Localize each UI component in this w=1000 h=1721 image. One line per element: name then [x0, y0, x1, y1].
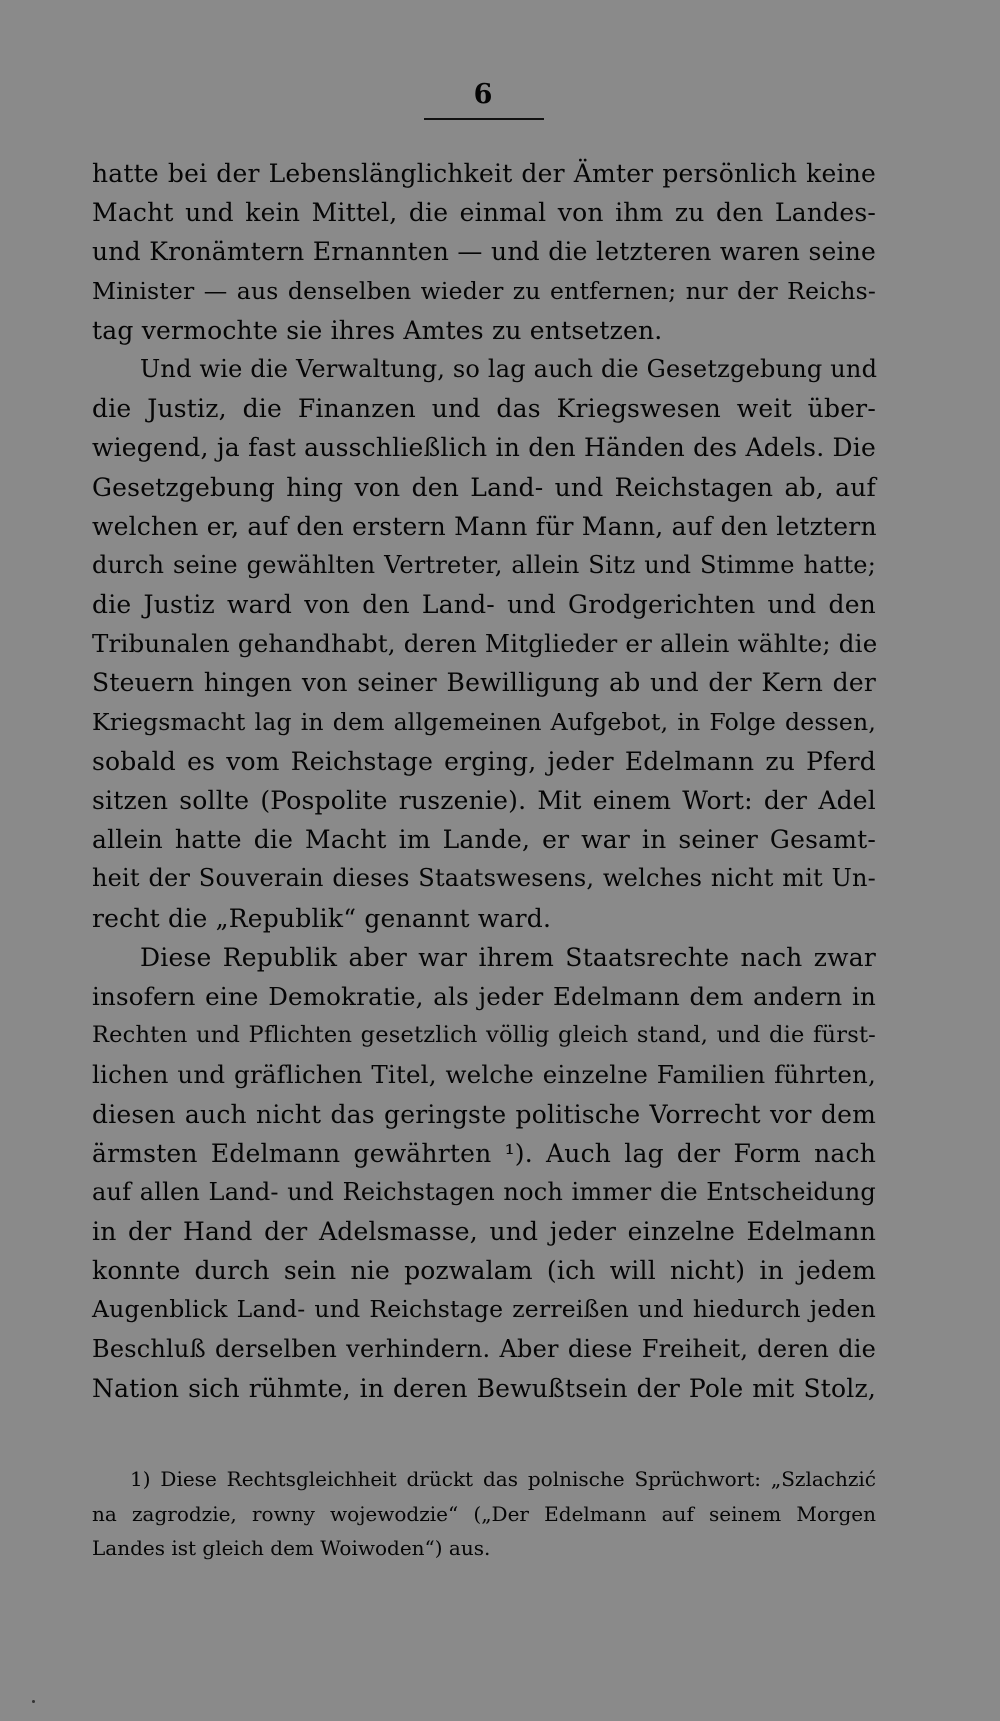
text-line: sobald es vom Reichstage erging, jeder Edelmann zu Pferd: [92, 746, 876, 776]
text-line: Minister — aus denselben wieder zu entfernen; nur der Reichs-: [92, 276, 876, 305]
text-line: ärmsten Edelmann gewährten ¹). Auch lag der Form nach: [92, 1138, 876, 1168]
text-line: auf allen Land- und Reichstagen noch immer die Entscheidung: [92, 1177, 876, 1206]
text-line: Gesetzgebung hing von den Land- und Reichstagen ab, auf: [92, 472, 876, 502]
text-line: durch seine gewählten Vertreter, allein Sitz und Stimme hatte;: [92, 550, 876, 579]
text-line: insofern eine Demokratie, als jeder Edelmann dem andern in: [92, 981, 876, 1011]
header-rule: [424, 118, 544, 120]
text-line: Macht und kein Mittel, die einmal von ihm zu den Landes-: [92, 198, 876, 228]
text-line: und Kronämtern Ernannten — und die letzteren waren seine: [92, 237, 876, 267]
text-line: Augenblick Land- und Reichstage zerreißen und hiedurch jeden: [92, 1295, 876, 1324]
text-line: die Justiz ward von den Land- und Grodgerichten und den: [92, 590, 876, 620]
paragraph-start-line: Und wie die Verwaltung, so lag auch die Gesetzgebung und: [140, 354, 878, 383]
text-line: Steuern hingen von seiner Bewilligung ab und der Kern der: [92, 668, 876, 698]
text-line: hatte bei der Lebenslänglichkeit der Ämter persönlich keine: [92, 159, 876, 188]
footnote: [92, 1462, 876, 1566]
text-line: tag vermochte sie ihres Amtes zu entsetzen.: [92, 315, 663, 345]
body-text: [92, 154, 876, 1408]
text-line: lichen und gräflichen Titel, welche einzelne Familien führten,: [92, 1060, 876, 1090]
text-line: Tribunalen gehandhabt, deren Mitglieder er allein wählte; die: [92, 629, 878, 659]
text-line: welchen er, auf den erstern Mann für Mann, auf den letztern: [92, 511, 877, 541]
text-line: Beschluß derselben verhindern. Aber diese Freiheit, deren die: [92, 1334, 876, 1363]
text-line: recht die „Republik“ genannt ward.: [92, 903, 552, 933]
text-line: konnte durch sein nie pozwalam (ich will nicht) in jedem: [92, 1256, 876, 1286]
paragraph-start-line: Diese Republik aber war ihrem Staatsrechte nach zwar: [140, 942, 876, 972]
footnote-line: 1) Diese Rechtsgleichheit drückt das polnische Sprüchwort: „Szlachzić: [130, 1467, 876, 1491]
ink-speck: [32, 1700, 35, 1703]
text-line: die Justiz, die Finanzen und das Kriegswesen weit über-: [92, 394, 876, 424]
text-line: Rechten und Pflichten gesetzlich völlig gleich stand, und die fürst-: [92, 1022, 876, 1049]
footnote-line: Landes ist gleich dem Woiwoden“) aus.: [92, 1536, 491, 1560]
text-line: allein hatte die Macht im Lande, er war in seiner Gesamt-: [92, 825, 876, 855]
text-line: wiegend, ja fast ausschließlich in den Händen des Adels. Die: [92, 433, 876, 463]
text-line: heit der Souverain dieses Staatswesens, welches nicht mit Un-: [92, 864, 876, 893]
text-line: diesen auch nicht das geringste politische Vorrecht vor dem: [92, 1099, 876, 1129]
text-line: Nation sich rühmte, in deren Bewußtsein der Pole mit Stolz,: [92, 1373, 876, 1403]
text-line: sitzen sollte (Pospolite ruszenie). Mit einem Wort: der Adel: [92, 786, 876, 815]
page-number: 6: [473, 79, 493, 110]
text-line: Kriegsmacht lag in dem allgemeinen Aufgebot, in Folge dessen,: [92, 707, 876, 736]
footnote-line: na zagrodzie, rowny wojewodzie“ („Der Edelmann auf seinem Morgen: [92, 1501, 876, 1526]
text-line: in der Hand der Adelsmasse, und jeder einzelne Edelmann: [92, 1217, 876, 1247]
